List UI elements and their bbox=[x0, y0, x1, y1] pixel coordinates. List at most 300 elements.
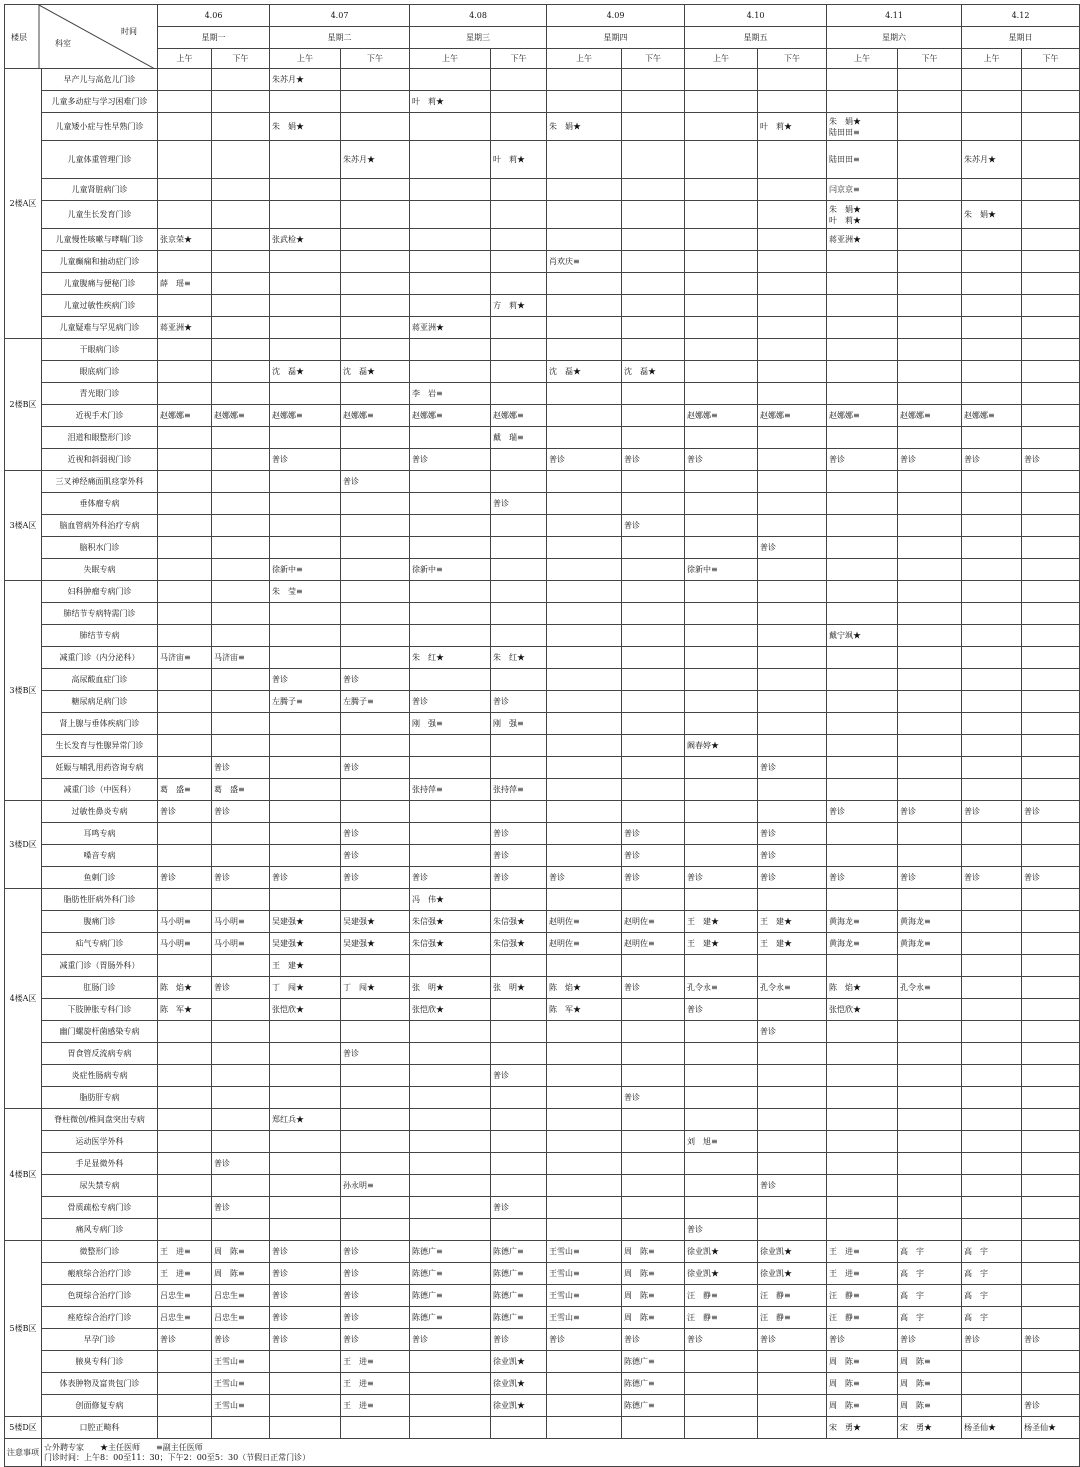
schedule-cell: 普诊 bbox=[898, 801, 962, 823]
schedule-cell bbox=[758, 69, 827, 91]
schedule-cell bbox=[547, 471, 622, 493]
schedule-cell: 普诊 bbox=[341, 867, 410, 889]
schedule-cell: 张持萍≡ bbox=[491, 779, 547, 801]
schedule-cell bbox=[1022, 1351, 1080, 1373]
schedule-cell bbox=[212, 427, 270, 449]
schedule-cell bbox=[1022, 1373, 1080, 1395]
schedule-cell: 普诊 bbox=[758, 867, 827, 889]
schedule-cell: 马济宙≡ bbox=[158, 647, 212, 669]
table-row bbox=[5, 757, 1080, 779]
department-label: 失眠专病 bbox=[42, 559, 158, 581]
schedule-cell: 葛 盛≡ bbox=[158, 779, 212, 801]
schedule-cell bbox=[491, 273, 547, 295]
schedule-cell: 陈德广≡ bbox=[622, 1351, 685, 1373]
schedule-cell bbox=[827, 273, 898, 295]
schedule-cell: 孔令永≡ bbox=[685, 977, 758, 999]
department-label: 痤疮综合治疗门诊 bbox=[42, 1307, 158, 1329]
schedule-cell: 普诊 bbox=[962, 1329, 1022, 1351]
schedule-cell: 汪 静≡ bbox=[685, 1307, 758, 1329]
schedule-cell bbox=[962, 757, 1022, 779]
schedule-cell bbox=[758, 713, 827, 735]
schedule-cell: 普诊 bbox=[270, 449, 341, 471]
schedule-cell bbox=[898, 515, 962, 537]
department-label: 微整形门诊 bbox=[42, 1241, 158, 1263]
schedule-cell: 普诊 bbox=[827, 1329, 898, 1351]
schedule-cell bbox=[962, 1131, 1022, 1153]
floor-label: 5楼D区 bbox=[5, 1417, 42, 1439]
schedule-cell bbox=[491, 1175, 547, 1197]
schedule-cell bbox=[622, 251, 685, 273]
schedule-cell bbox=[491, 339, 547, 361]
schedule-cell bbox=[758, 141, 827, 179]
department-label: 早产儿与高危儿门诊 bbox=[42, 69, 158, 91]
schedule-cell bbox=[410, 537, 491, 559]
schedule-cell: 普诊 bbox=[898, 867, 962, 889]
date-header: 4.07 bbox=[270, 5, 410, 27]
department-label: 近视和斜弱视门诊 bbox=[42, 449, 158, 471]
schedule-cell bbox=[622, 801, 685, 823]
schedule-cell bbox=[622, 91, 685, 113]
schedule-cell: 普诊 bbox=[212, 801, 270, 823]
schedule-cell bbox=[758, 295, 827, 317]
department-label: 尿失禁专病 bbox=[42, 1175, 158, 1197]
schedule-cell bbox=[962, 537, 1022, 559]
schedule-cell bbox=[898, 1219, 962, 1241]
schedule-cell bbox=[158, 537, 212, 559]
schedule-cell bbox=[622, 999, 685, 1021]
schedule-cell bbox=[547, 823, 622, 845]
pm-header: 下午 bbox=[491, 49, 547, 69]
schedule-cell bbox=[622, 1065, 685, 1087]
department-label: 炎症性肠病专病 bbox=[42, 1065, 158, 1087]
schedule-cell bbox=[547, 779, 622, 801]
table-row bbox=[5, 383, 1080, 405]
weekday-header: 星期六 bbox=[827, 27, 962, 49]
schedule-cell: 黄海龙≡ bbox=[898, 911, 962, 933]
schedule-cell bbox=[270, 383, 341, 405]
schedule-cell bbox=[758, 515, 827, 537]
schedule-cell bbox=[547, 1197, 622, 1219]
schedule-cell: 普诊 bbox=[622, 449, 685, 471]
schedule-cell bbox=[270, 1197, 341, 1219]
schedule-cell bbox=[491, 735, 547, 757]
schedule-cell: 高 宇 bbox=[962, 1263, 1022, 1285]
schedule-cell bbox=[898, 361, 962, 383]
schedule-cell bbox=[270, 625, 341, 647]
weekday-header: 星期二 bbox=[270, 27, 410, 49]
department-label: 高尿酸血症门诊 bbox=[42, 669, 158, 691]
schedule-cell bbox=[547, 691, 622, 713]
date-header: 4.09 bbox=[547, 5, 685, 27]
schedule-cell bbox=[622, 179, 685, 201]
schedule-cell bbox=[341, 1417, 410, 1439]
schedule-cell: 普诊 bbox=[622, 977, 685, 999]
schedule-cell bbox=[158, 757, 212, 779]
schedule-cell bbox=[270, 427, 341, 449]
schedule-cell bbox=[547, 1065, 622, 1087]
schedule-cell: 陈 焰★ bbox=[158, 977, 212, 999]
schedule-cell bbox=[270, 251, 341, 273]
schedule-cell bbox=[491, 581, 547, 603]
corner-time-label: 时间 bbox=[121, 27, 137, 36]
schedule-cell bbox=[962, 1065, 1022, 1087]
schedule-cell bbox=[270, 1395, 341, 1417]
table-row bbox=[5, 735, 1080, 757]
schedule-cell bbox=[270, 91, 341, 113]
schedule-cell bbox=[827, 581, 898, 603]
schedule-cell bbox=[622, 889, 685, 911]
schedule-cell bbox=[410, 1109, 491, 1131]
schedule-cell bbox=[547, 603, 622, 625]
schedule-cell bbox=[685, 493, 758, 515]
schedule-cell bbox=[158, 179, 212, 201]
schedule-cell bbox=[758, 427, 827, 449]
schedule-cell: 冯 伟★ bbox=[410, 889, 491, 911]
schedule-cell bbox=[1022, 933, 1080, 955]
schedule-cell: 王雪山≡ bbox=[212, 1351, 270, 1373]
schedule-cell bbox=[410, 1175, 491, 1197]
schedule-cell bbox=[212, 1175, 270, 1197]
schedule-cell: 徐新中≡ bbox=[685, 559, 758, 581]
department-label: 三叉神经痛面肌痉挛外科 bbox=[42, 471, 158, 493]
schedule-cell: 朱信强★ bbox=[491, 911, 547, 933]
schedule-cell bbox=[1022, 1153, 1080, 1175]
schedule-cell: 赵明佐≡ bbox=[622, 933, 685, 955]
schedule-cell bbox=[212, 295, 270, 317]
schedule-cell: 普诊 bbox=[341, 1307, 410, 1329]
schedule-cell bbox=[685, 801, 758, 823]
schedule-cell bbox=[962, 1153, 1022, 1175]
schedule-cell bbox=[622, 201, 685, 229]
schedule-cell bbox=[827, 493, 898, 515]
schedule-cell bbox=[685, 1087, 758, 1109]
schedule-cell bbox=[341, 955, 410, 977]
department-label: 儿童腹痛与便秘门诊 bbox=[42, 273, 158, 295]
schedule-cell: 徐业凯★ bbox=[491, 1351, 547, 1373]
table-row bbox=[5, 1307, 1080, 1329]
schedule-cell: 孔令永≡ bbox=[758, 977, 827, 999]
schedule-cell bbox=[685, 1021, 758, 1043]
table-row bbox=[5, 1373, 1080, 1395]
table-row bbox=[5, 251, 1080, 273]
schedule-cell: 周 陈≡ bbox=[898, 1373, 962, 1395]
schedule-cell bbox=[341, 317, 410, 339]
schedule-cell: 普诊 bbox=[962, 867, 1022, 889]
department-label: 减重门诊（胃肠外科） bbox=[42, 955, 158, 977]
schedule-cell bbox=[758, 91, 827, 113]
department-label: 儿童生长发育门诊 bbox=[42, 201, 158, 229]
schedule-cell: 普诊 bbox=[758, 1329, 827, 1351]
schedule-cell bbox=[758, 361, 827, 383]
schedule-cell bbox=[685, 713, 758, 735]
table-row bbox=[5, 581, 1080, 603]
schedule-cell: 普诊 bbox=[158, 801, 212, 823]
schedule-cell bbox=[898, 201, 962, 229]
schedule-cell bbox=[898, 581, 962, 603]
schedule-cell: 宋 勇★ bbox=[827, 1417, 898, 1439]
schedule-cell bbox=[898, 1065, 962, 1087]
schedule-cell bbox=[410, 251, 491, 273]
floor-label: 3楼A区 bbox=[5, 471, 42, 581]
schedule-cell bbox=[341, 801, 410, 823]
schedule-cell: 高 宇 bbox=[898, 1285, 962, 1307]
schedule-cell bbox=[341, 91, 410, 113]
schedule-cell bbox=[898, 141, 962, 179]
schedule-cell bbox=[491, 625, 547, 647]
schedule-cell bbox=[827, 1043, 898, 1065]
schedule-cell bbox=[962, 515, 1022, 537]
schedule-cell bbox=[491, 1043, 547, 1065]
schedule-cell bbox=[1022, 1131, 1080, 1153]
schedule-cell: 朱苏月★ bbox=[962, 141, 1022, 179]
schedule-cell bbox=[491, 999, 547, 1021]
department-label: 肺结节专病特需门诊 bbox=[42, 603, 158, 625]
schedule-cell bbox=[685, 603, 758, 625]
schedule-cell bbox=[158, 1197, 212, 1219]
schedule-cell bbox=[410, 1153, 491, 1175]
schedule-cell bbox=[270, 537, 341, 559]
table-row bbox=[5, 91, 1080, 113]
schedule-cell bbox=[212, 999, 270, 1021]
schedule-cell bbox=[685, 1417, 758, 1439]
schedule-cell bbox=[212, 113, 270, 141]
schedule-cell bbox=[341, 251, 410, 273]
schedule-cell bbox=[1022, 669, 1080, 691]
department-label: 脂肪性肝病外科门诊 bbox=[42, 889, 158, 911]
schedule-cell bbox=[410, 1087, 491, 1109]
schedule-cell bbox=[622, 669, 685, 691]
schedule-cell: 朱信强★ bbox=[410, 911, 491, 933]
schedule-cell bbox=[827, 1021, 898, 1043]
schedule-cell bbox=[341, 713, 410, 735]
schedule-cell: 朱 娟★ 陆田田≡ bbox=[827, 113, 898, 141]
table-row bbox=[5, 141, 1080, 179]
schedule-cell: 王 进≡ bbox=[341, 1351, 410, 1373]
schedule-cell bbox=[758, 1065, 827, 1087]
department-label: 垂体瘤专病 bbox=[42, 493, 158, 515]
schedule-cell bbox=[962, 179, 1022, 201]
department-label: 近视手术门诊 bbox=[42, 405, 158, 427]
schedule-cell bbox=[1022, 515, 1080, 537]
schedule-cell: 陆田田≡ bbox=[827, 141, 898, 179]
schedule-cell bbox=[270, 201, 341, 229]
schedule-cell bbox=[491, 383, 547, 405]
schedule-cell bbox=[491, 1153, 547, 1175]
schedule-cell bbox=[158, 69, 212, 91]
schedule-cell bbox=[547, 273, 622, 295]
schedule-cell: 马小明≡ bbox=[158, 933, 212, 955]
schedule-cell bbox=[962, 977, 1022, 999]
schedule-cell bbox=[962, 1087, 1022, 1109]
schedule-cell: 普诊 bbox=[758, 823, 827, 845]
table-row bbox=[5, 361, 1080, 383]
schedule-cell: 普诊 bbox=[410, 691, 491, 713]
schedule-cell bbox=[1022, 889, 1080, 911]
schedule-cell bbox=[547, 405, 622, 427]
schedule-cell: 周 陈≡ bbox=[827, 1395, 898, 1417]
schedule-cell: 陈 焰★ bbox=[827, 977, 898, 999]
schedule-cell bbox=[685, 845, 758, 867]
schedule-cell bbox=[270, 273, 341, 295]
table-row bbox=[5, 1197, 1080, 1219]
schedule-cell: 赵明佐≡ bbox=[547, 911, 622, 933]
schedule-cell bbox=[212, 713, 270, 735]
schedule-cell bbox=[962, 845, 1022, 867]
schedule-cell bbox=[212, 383, 270, 405]
schedule-cell: 徐业凯★ bbox=[758, 1241, 827, 1263]
schedule-cell bbox=[341, 1109, 410, 1131]
schedule-cell: 王雪山≡ bbox=[212, 1373, 270, 1395]
schedule-cell bbox=[685, 1043, 758, 1065]
schedule-cell bbox=[547, 625, 622, 647]
schedule-cell bbox=[270, 1175, 341, 1197]
schedule-cell bbox=[685, 1197, 758, 1219]
department-label: 儿童癫痫和抽动症门诊 bbox=[42, 251, 158, 273]
schedule-cell: 陈 军★ bbox=[158, 999, 212, 1021]
schedule-cell bbox=[212, 1043, 270, 1065]
schedule-cell: 普诊 bbox=[758, 845, 827, 867]
schedule-cell bbox=[827, 1175, 898, 1197]
schedule-cell bbox=[491, 91, 547, 113]
department-label: 耳鸣专病 bbox=[42, 823, 158, 845]
schedule-cell bbox=[898, 757, 962, 779]
schedule-cell bbox=[410, 757, 491, 779]
pm-header: 下午 bbox=[758, 49, 827, 69]
schedule-cell bbox=[1022, 1197, 1080, 1219]
schedule-cell bbox=[1022, 1307, 1080, 1329]
schedule-cell bbox=[622, 1219, 685, 1241]
schedule-cell bbox=[758, 1153, 827, 1175]
schedule-cell bbox=[410, 1043, 491, 1065]
schedule-cell bbox=[962, 1373, 1022, 1395]
notes-hours: 门诊时间：上午8：00至11：30；下午2：00至5：30（节假日正常门诊） bbox=[44, 1452, 311, 1462]
schedule-cell bbox=[212, 603, 270, 625]
schedule-cell bbox=[1022, 317, 1080, 339]
schedule-cell: 普诊 bbox=[758, 1175, 827, 1197]
department-label: 妊娠与哺乳用药咨询专病 bbox=[42, 757, 158, 779]
schedule-cell bbox=[270, 845, 341, 867]
floor-label: 3楼B区 bbox=[5, 581, 42, 801]
schedule-cell bbox=[158, 1043, 212, 1065]
schedule-cell bbox=[622, 1021, 685, 1043]
schedule-cell: 汪 静≡ bbox=[827, 1285, 898, 1307]
schedule-cell: 陈德广≡ bbox=[491, 1263, 547, 1285]
schedule-cell bbox=[547, 1153, 622, 1175]
schedule-cell: 叶 莉★ bbox=[410, 91, 491, 113]
schedule-cell: 普诊 bbox=[341, 1241, 410, 1263]
schedule-cell bbox=[491, 537, 547, 559]
schedule-cell: 普诊 bbox=[158, 867, 212, 889]
schedule-cell bbox=[212, 201, 270, 229]
table-row bbox=[5, 1285, 1080, 1307]
table-row bbox=[5, 69, 1080, 91]
schedule-cell bbox=[685, 179, 758, 201]
schedule-cell bbox=[898, 251, 962, 273]
schedule-cell bbox=[1022, 69, 1080, 91]
schedule-cell: 高 宇 bbox=[962, 1241, 1022, 1263]
schedule-cell bbox=[410, 69, 491, 91]
schedule-cell bbox=[410, 1219, 491, 1241]
schedule-cell bbox=[212, 449, 270, 471]
schedule-cell: 徐业凯★ bbox=[491, 1373, 547, 1395]
schedule-cell bbox=[962, 779, 1022, 801]
schedule-cell bbox=[962, 911, 1022, 933]
notes-label: 注意事项 bbox=[5, 1439, 42, 1467]
schedule-cell: 普诊 bbox=[491, 823, 547, 845]
schedule-cell bbox=[685, 91, 758, 113]
schedule-cell: 沈 磊★ bbox=[270, 361, 341, 383]
schedule-cell bbox=[212, 1065, 270, 1087]
schedule-cell: 马小明≡ bbox=[212, 911, 270, 933]
schedule-cell bbox=[270, 801, 341, 823]
schedule-cell bbox=[898, 603, 962, 625]
schedule-cell: 周 陈≡ bbox=[898, 1351, 962, 1373]
schedule-cell bbox=[410, 471, 491, 493]
schedule-cell bbox=[962, 713, 1022, 735]
schedule-cell bbox=[898, 229, 962, 251]
schedule-cell bbox=[491, 1109, 547, 1131]
department-label: 儿童多动症与学习困难门诊 bbox=[42, 91, 158, 113]
schedule-cell: 沈 磊★ bbox=[341, 361, 410, 383]
schedule-cell bbox=[622, 779, 685, 801]
schedule-cell bbox=[158, 1153, 212, 1175]
table-row bbox=[5, 339, 1080, 361]
schedule-cell: 普诊 bbox=[212, 1153, 270, 1175]
schedule-cell bbox=[547, 1021, 622, 1043]
schedule-cell bbox=[1022, 1175, 1080, 1197]
schedule-cell bbox=[212, 361, 270, 383]
schedule-cell: 普诊 bbox=[410, 1329, 491, 1351]
schedule-cell bbox=[491, 889, 547, 911]
schedule-cell: 朱 娟★ bbox=[962, 201, 1022, 229]
schedule-cell bbox=[547, 91, 622, 113]
schedule-cell bbox=[491, 471, 547, 493]
schedule-cell bbox=[898, 1087, 962, 1109]
schedule-cell: 赵娜娜≡ bbox=[491, 405, 547, 427]
corner-floor-label: 楼层 bbox=[11, 33, 27, 42]
schedule-cell bbox=[158, 471, 212, 493]
schedule-cell: 王雪山≡ bbox=[547, 1285, 622, 1307]
schedule-cell bbox=[212, 229, 270, 251]
schedule-cell bbox=[410, 361, 491, 383]
schedule-cell: 孔令永≡ bbox=[898, 977, 962, 999]
table-row bbox=[5, 317, 1080, 339]
table-row bbox=[5, 625, 1080, 647]
schedule-cell: 蒋亚洲★ bbox=[827, 229, 898, 251]
schedule-cell: 普诊 bbox=[341, 757, 410, 779]
schedule-cell bbox=[622, 229, 685, 251]
schedule-table bbox=[4, 4, 1080, 1467]
schedule-cell bbox=[410, 823, 491, 845]
schedule-cell bbox=[827, 603, 898, 625]
schedule-cell: 吴建强★ bbox=[341, 911, 410, 933]
schedule-cell bbox=[158, 691, 212, 713]
schedule-cell: 王 进≡ bbox=[341, 1395, 410, 1417]
schedule-cell: 普诊 bbox=[547, 449, 622, 471]
schedule-cell bbox=[1022, 1065, 1080, 1087]
schedule-cell: 王 建★ bbox=[758, 933, 827, 955]
schedule-cell bbox=[270, 1351, 341, 1373]
schedule-cell bbox=[685, 471, 758, 493]
table-row bbox=[5, 295, 1080, 317]
schedule-cell bbox=[547, 427, 622, 449]
weekday-header: 星期四 bbox=[547, 27, 685, 49]
schedule-cell: 普诊 bbox=[758, 537, 827, 559]
schedule-cell bbox=[622, 691, 685, 713]
schedule-cell bbox=[962, 493, 1022, 515]
schedule-cell bbox=[212, 955, 270, 977]
department-label: 青光眼门诊 bbox=[42, 383, 158, 405]
